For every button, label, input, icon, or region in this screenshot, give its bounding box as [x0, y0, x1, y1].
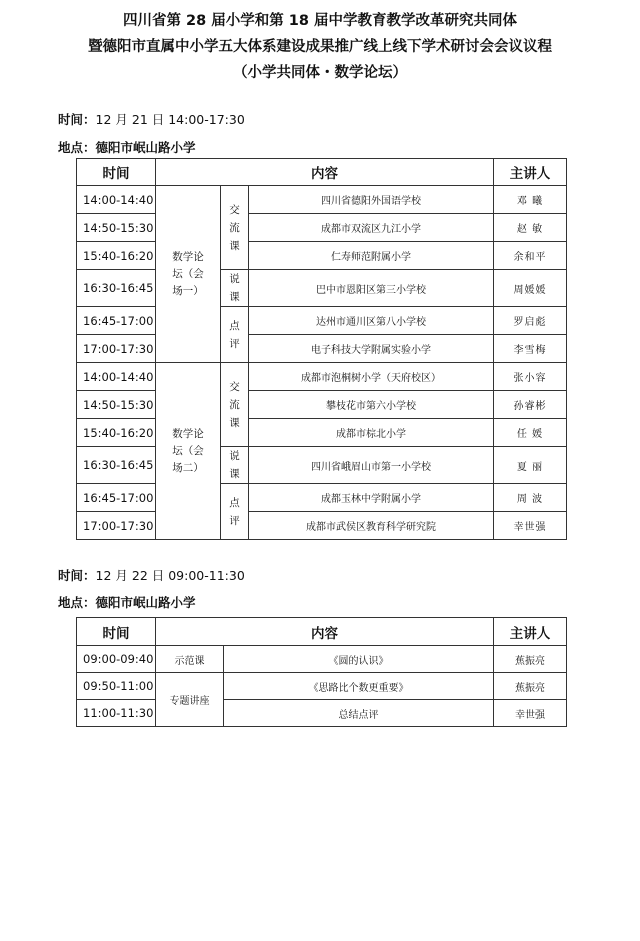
row-content: 攀枝花市第六小学校 [249, 391, 494, 419]
row-speaker: 张小容 [494, 363, 567, 391]
row-content: 电子科技大学附属实验小学 [249, 335, 494, 363]
row-content: 成都市棕北小学 [249, 419, 494, 447]
row-time: 09:50-11:00 [77, 673, 156, 700]
type-cell [221, 307, 249, 363]
header-time: 时间 [77, 159, 156, 186]
type-cell [221, 363, 249, 447]
title-line-1: 四川省第 28 届小学和第 18 届中学教育教学改革研究共同体 [122, 13, 518, 29]
table-row [77, 447, 567, 484]
row-speaker: 李雪梅 [494, 335, 567, 363]
type-label: 点评 [229, 496, 240, 527]
row-content: 总结点评 [224, 700, 494, 727]
row-time: 17:00-17:30 [77, 335, 156, 363]
row-time: 14:50-15:30 [77, 214, 156, 242]
table-row [77, 214, 567, 242]
row-time: 09:00-09:40 [77, 646, 156, 673]
header-content: 内容 [156, 618, 494, 646]
row-speaker: 余和平 [494, 242, 567, 270]
row-time: 14:00-14:40 [77, 186, 156, 214]
row-content: 巴中市恩阳区第三小学校 [249, 270, 494, 307]
row-time: 15:40-16:20 [77, 419, 156, 447]
row-speaker: 周媛媛 [494, 270, 567, 307]
row-time: 16:45-17:00 [77, 484, 156, 512]
day2-schedule-table [76, 617, 567, 727]
row-time: 16:30-16:45 [77, 447, 156, 484]
day2-time [58, 566, 245, 584]
row-content: 《圆的认识》 [224, 646, 494, 673]
type-label: 点评 [229, 319, 240, 350]
row-content: 仁寿师范附属小学 [249, 242, 494, 270]
table-row [77, 700, 567, 727]
row-speaker: 周 波 [494, 484, 567, 512]
table-row [77, 646, 567, 673]
type-label: 说课 [229, 273, 240, 303]
row-speaker: 蕉振亮 [494, 646, 567, 673]
type-label: 说课 [229, 450, 240, 480]
row-time: 15:40-16:20 [77, 242, 156, 270]
row-type: 专题讲座 [156, 673, 224, 727]
header-speaker: 主讲人 [494, 159, 567, 186]
header-content: 内容 [156, 159, 494, 186]
row-time: 16:45-17:00 [77, 307, 156, 335]
row-speaker: 孙睿彬 [494, 391, 567, 419]
day2-place: 地点：德阳市岷山路小学 [58, 595, 196, 610]
type-cell [221, 447, 249, 484]
day1-place: 地点：德阳市岷山路小学 [58, 140, 196, 155]
table-row [77, 335, 567, 363]
table-row [77, 391, 567, 419]
table-header-row [77, 159, 567, 186]
day2-time-label: 时间： [58, 568, 96, 583]
type-label: 交流课 [229, 380, 240, 429]
row-content: 《思路比个数更重要》 [224, 673, 494, 700]
row-content: 成都市武侯区教育科学研究院 [249, 512, 494, 540]
table-row [77, 270, 567, 307]
row-content: 成都市双流区九江小学 [249, 214, 494, 242]
row-speaker: 任 媛 [494, 419, 567, 447]
table-row [77, 673, 567, 700]
row-speaker: 蕉振亮 [494, 673, 567, 700]
title-line-2: 暨德阳市直属中小学五大体系建设成果推广线上线下学术研讨会会议议程 [88, 39, 552, 55]
header-time: 时间 [77, 618, 156, 646]
table-row [77, 242, 567, 270]
table-row [77, 363, 567, 391]
table-row [77, 419, 567, 447]
day1-time-label: 时间： [58, 112, 96, 127]
row-time: 14:50-15:30 [77, 391, 156, 419]
row-time: 16:30-16:45 [77, 270, 156, 307]
day2-time-value: 12 月 22 日 09:00-11:30 [95, 568, 245, 583]
row-speaker: 罗启彪 [494, 307, 567, 335]
venue-cell [156, 363, 221, 540]
type-cell [221, 484, 249, 540]
row-content: 成都玉林中学附属小学 [249, 484, 494, 512]
venue-label: 数学论坛（会场一） [172, 250, 204, 297]
header-speaker: 主讲人 [494, 618, 567, 646]
row-content: 成都市泡桐树小学（天府校区） [249, 363, 494, 391]
day1-schedule-table [76, 158, 567, 540]
type-cell [221, 186, 249, 270]
row-type: 示范课 [156, 646, 224, 673]
row-time: 14:00-14:40 [77, 363, 156, 391]
table-row [77, 307, 567, 335]
row-speaker: 幸世强 [494, 512, 567, 540]
row-speaker: 夏 丽 [494, 447, 567, 484]
type-cell [221, 270, 249, 307]
title-line-3: （小学共同体・数学论坛） [233, 65, 407, 81]
type-label: 交流课 [229, 203, 240, 252]
table-row [77, 186, 567, 214]
row-speaker: 幸世强 [494, 700, 567, 727]
row-content: 达州市通川区第八小学校 [249, 307, 494, 335]
table-row [77, 484, 567, 512]
table-header-row [77, 618, 567, 646]
row-time: 11:00-11:30 [77, 700, 156, 727]
venue-cell [156, 186, 221, 363]
table-row [77, 512, 567, 540]
row-speaker: 邓 曦 [494, 186, 567, 214]
row-content: 四川省德阳外国语学校 [249, 186, 494, 214]
row-time: 17:00-17:30 [77, 512, 156, 540]
row-speaker: 赵 敏 [494, 214, 567, 242]
row-content: 四川省峨眉山市第一小学校 [249, 447, 494, 484]
day1-time [58, 110, 245, 128]
day1-time-value: 12 月 21 日 14:00-17:30 [95, 112, 245, 127]
venue-label: 数学论坛（会场二） [172, 427, 204, 474]
